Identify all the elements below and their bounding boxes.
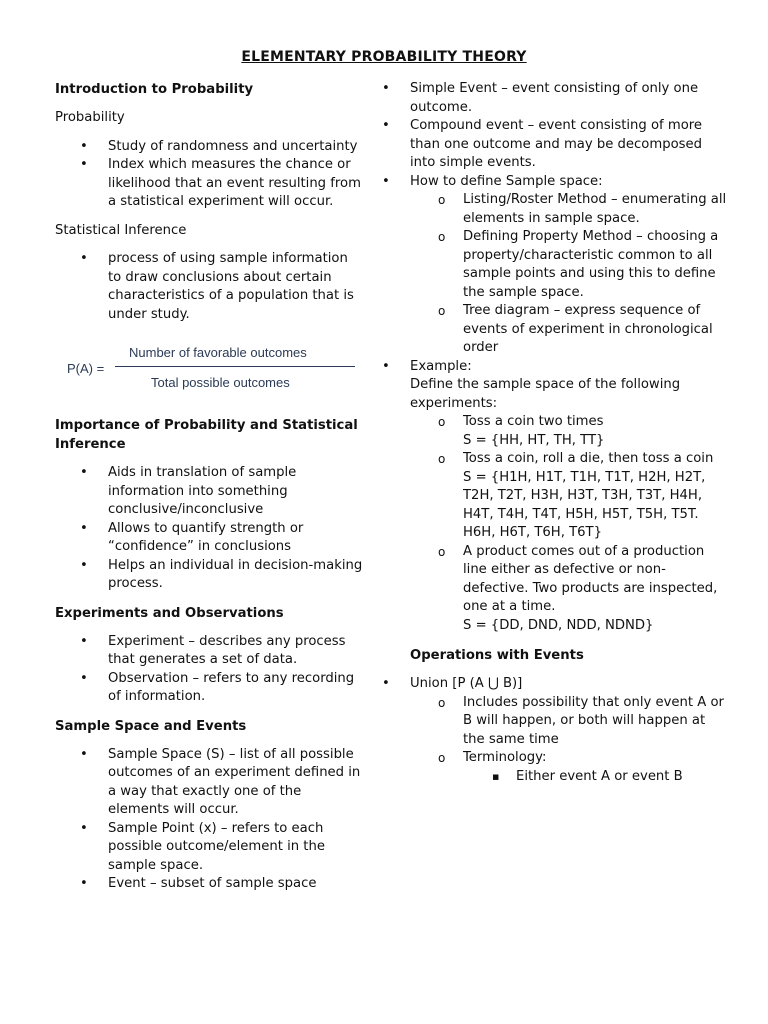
list-item: • Simple Event – event consisting of only one outcome. bbox=[357, 80, 730, 117]
importance-heading: Importance of Probability and Statistical Inference bbox=[55, 418, 358, 452]
experiments-heading: Experiments and Observations bbox=[55, 605, 284, 621]
list-item bbox=[357, 358, 730, 636]
list-item: • Allows to quantify strength or “confidence” in conclusions bbox=[55, 520, 365, 557]
example-text: o Toss a coin, roll a die, then toss a coin bbox=[463, 451, 714, 466]
list-item: o Defining Property Method – choosing a property/characteristic common to all sample points and using this to define the sample space. bbox=[410, 228, 730, 302]
terminology-label: Terminology: bbox=[463, 750, 547, 765]
example-label: • Example: bbox=[410, 358, 472, 374]
define-methods-list bbox=[410, 191, 730, 358]
example-set: S = {DD, DND, NDD, NDND} bbox=[463, 617, 654, 633]
operations-heading: Operations with Events bbox=[410, 648, 584, 663]
list-item bbox=[357, 173, 730, 358]
formula-denominator: Total possible outcomes bbox=[151, 375, 290, 390]
list-item: • Aids in translation of sample information into something conclusive/inconclusive bbox=[55, 464, 365, 520]
list-item: • Helps an individual in decision-making process. bbox=[55, 557, 365, 594]
fraction-bar bbox=[115, 366, 355, 367]
probability-formula bbox=[65, 342, 365, 402]
document-title: ELEMENTARY PROBABILITY THEORY bbox=[241, 49, 527, 65]
list-item: o Listing/Roster Method – enumerating all elements in sample space. bbox=[410, 191, 730, 228]
list-item: • Study of randomness and uncertainty bbox=[55, 138, 365, 157]
examples-list bbox=[410, 413, 730, 635]
importance-list bbox=[55, 464, 365, 594]
inference-label: Statistical Inference bbox=[55, 222, 187, 238]
list-item: • Index which measures the chance or likelihood that an event resulting from a statistical experiment will occur. bbox=[55, 156, 365, 212]
list-item: • Sample Space (S) – list of all possible outcomes of an experiment defined in a way that exactly one of the elements will occur. bbox=[55, 746, 365, 820]
define-label: How to define Sample space: bbox=[410, 173, 603, 189]
list-item: • Observation – refers to any recording of information. bbox=[55, 670, 365, 707]
example-set: S = {H1H, H1T, T1H, T1T, H2H, H2T, T2H, T2T, H3H, H3T, T3H, T3T, H4H, H4T, T4H, T4T, H5H, H5T, T5H, T5T. H6H, H6T, T6H, T6T} bbox=[463, 469, 706, 540]
union-label: Union [P (A ⋃ B)] bbox=[410, 676, 523, 691]
example-intro: Define the sample space of the following experiments: bbox=[410, 377, 681, 411]
list-item: • process of using sample information to draw conclusions about certain characteristics of a population that is under study. bbox=[55, 250, 365, 324]
intro-heading: Introduction to Probability bbox=[55, 82, 254, 97]
right-column bbox=[410, 80, 730, 786]
list-item bbox=[410, 413, 730, 450]
list-item: • Sample Point (x) – refers to each possible outcome/element in the sample space. bbox=[55, 820, 365, 876]
list-item bbox=[410, 450, 730, 543]
terminology-list bbox=[463, 768, 730, 787]
list-item bbox=[410, 543, 730, 636]
left-column bbox=[55, 80, 365, 894]
experiments-list bbox=[55, 633, 365, 707]
union-details bbox=[410, 694, 730, 787]
formula-numerator: Number of favorable outcomes bbox=[129, 345, 307, 360]
list-item: o Includes possibility that only event A or B will happen, or both will happen at the same time bbox=[410, 694, 730, 750]
list-item: • Event – subset of sample space bbox=[55, 875, 365, 894]
sample-list bbox=[55, 746, 365, 894]
probability-label: Probability bbox=[55, 110, 125, 125]
probability-list bbox=[55, 138, 365, 212]
formula-lhs: P(A) = bbox=[67, 361, 105, 376]
list-item bbox=[357, 675, 730, 786]
example-text: o A product comes out of a production line either as defective or non-defective. Two products are inspected, one at a time. bbox=[463, 543, 718, 614]
list-item: ▪ Either event A or event B bbox=[463, 768, 730, 787]
sample-heading: Sample Space and Events bbox=[55, 718, 247, 734]
list-item bbox=[410, 749, 730, 786]
list-item: • Compound event – event consisting of more than one outcome and may be decomposed into simple events. bbox=[357, 117, 730, 173]
inference-list bbox=[55, 250, 365, 324]
events-list bbox=[357, 80, 730, 635]
operations-list bbox=[357, 675, 730, 786]
list-item: • Experiment – describes any process that generates a set of data. bbox=[55, 633, 365, 670]
list-item: o Tree diagram – express sequence of events of experiment in chronological order bbox=[410, 302, 730, 358]
example-set: S = {HH, HT, TH, TT} bbox=[463, 432, 605, 448]
example-text: o Toss a coin two times bbox=[463, 414, 604, 429]
